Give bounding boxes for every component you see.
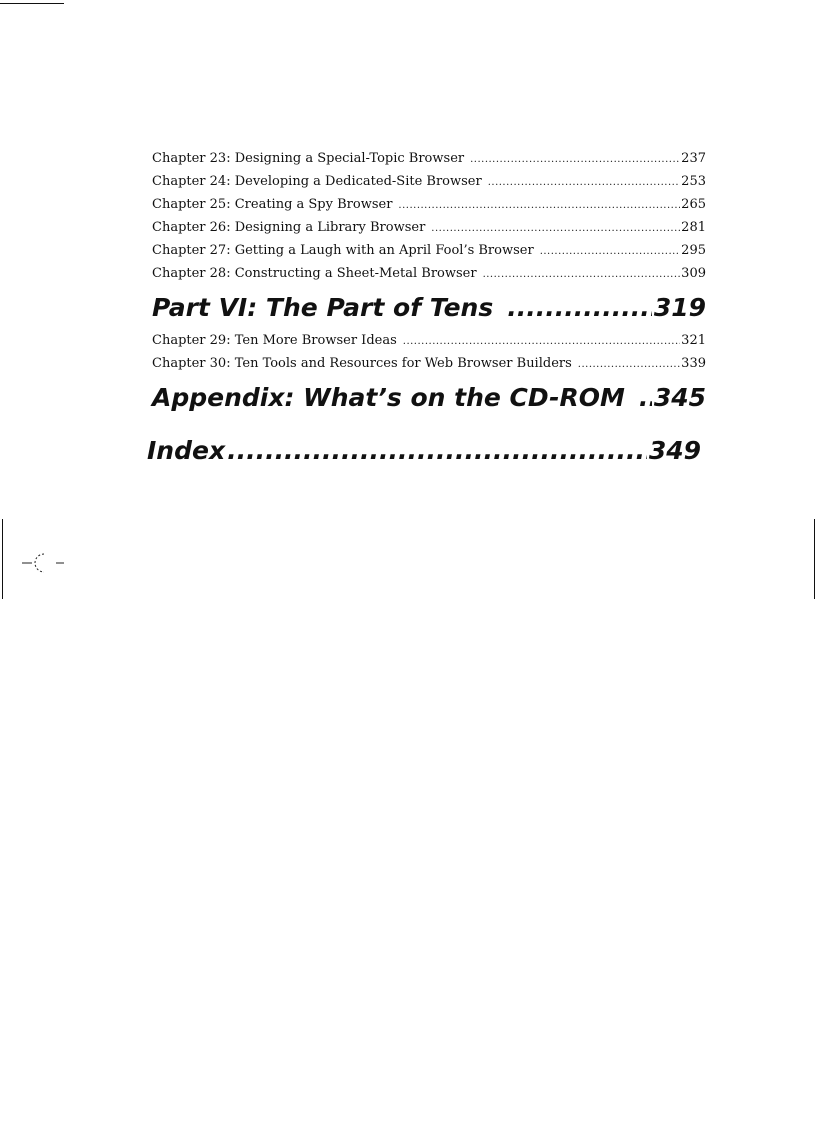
toc-entry-chapter-29[interactable] — [152, 329, 706, 352]
appendix-title: Appendix: What’s on the CD-ROM — [152, 383, 625, 412]
dot-leader — [470, 148, 680, 171]
chapter-title: Chapter 29: Ten More Browser Ideas — [152, 333, 397, 348]
toc-entry-chapter-28[interactable] — [152, 262, 706, 285]
page-number: 345 — [653, 383, 706, 412]
toc-entry-chapter-24[interactable] — [152, 170, 706, 193]
toc-entry-chapter-25[interactable] — [152, 193, 706, 216]
index-title: Index — [147, 436, 226, 465]
dot-leader — [488, 171, 680, 194]
margin-line — [2, 519, 3, 599]
chapter-title: Chapter 24: Developing a Dedicated-Site Browser — [152, 174, 482, 189]
page-number: 265 — [681, 197, 706, 212]
dot-leader — [227, 427, 647, 475]
crop-mark — [0, 3, 64, 4]
page-number: 309 — [681, 266, 706, 281]
page-number: 339 — [681, 356, 706, 371]
page-number: 237 — [681, 151, 706, 166]
dot-leader — [483, 263, 681, 286]
registration-mark-icon — [22, 550, 66, 576]
toc-entry-index[interactable] — [147, 427, 701, 475]
chapter-title: Chapter 23: Designing a Special-Topic Browser — [152, 151, 465, 166]
chapter-title: Chapter 26: Designing a Library Browser — [152, 220, 426, 235]
page-number: 321 — [681, 333, 706, 348]
chapter-title: Chapter 28: Constructing a Sheet-Metal Browser — [152, 266, 477, 281]
toc-entry-chapter-26[interactable] — [152, 216, 706, 239]
table-of-contents — [147, 147, 706, 475]
chapter-title: Chapter 25: Creating a Spy Browser — [152, 197, 393, 212]
toc-entry-appendix[interactable] — [152, 375, 706, 421]
chapter-title: Chapter 27: Getting a Laugh with an April Fool’s Browser — [152, 243, 534, 258]
page-number: 281 — [681, 220, 706, 235]
page-number: 349 — [648, 436, 701, 465]
part-title: Part VI: The Part of Tens — [152, 293, 494, 322]
dot-leader — [540, 240, 680, 263]
toc-entry-chapter-30[interactable] — [152, 352, 706, 375]
page-number: 319 — [653, 293, 706, 322]
dot-leader — [578, 353, 680, 376]
page-number: 295 — [681, 243, 706, 258]
dot-leader — [403, 330, 680, 353]
toc-entry-part-6[interactable] — [152, 287, 706, 329]
toc-entry-chapter-23[interactable] — [152, 147, 706, 170]
margin-line — [814, 519, 815, 599]
chapter-title: Chapter 30: Ten Tools and Resources for Web Browser Builders — [152, 356, 572, 371]
page-number: 253 — [681, 174, 706, 189]
toc-entry-chapter-27[interactable] — [152, 239, 706, 262]
dot-leader — [639, 375, 652, 421]
dot-leader — [507, 287, 652, 329]
dot-leader — [398, 194, 680, 217]
dot-leader — [431, 217, 680, 240]
